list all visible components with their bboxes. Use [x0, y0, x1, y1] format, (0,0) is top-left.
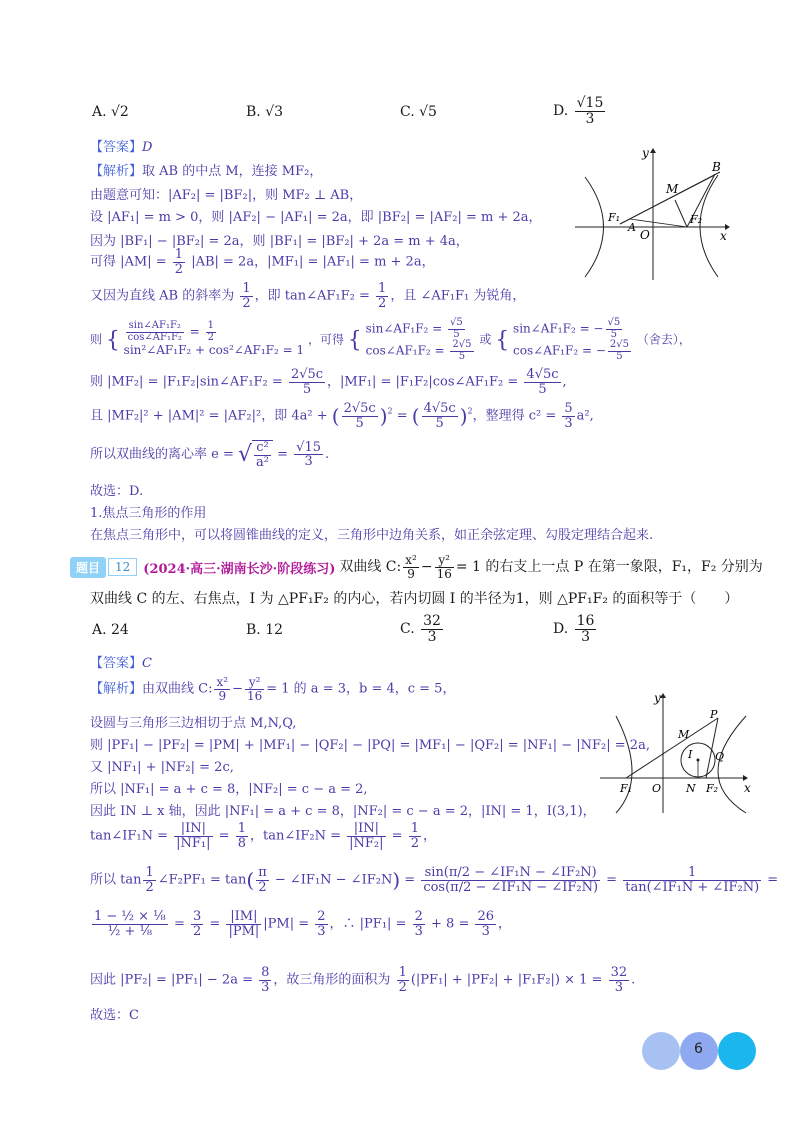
q11-label-x: x [720, 229, 727, 243]
q11-analysis-line-10: 所以双曲线的离心率 e = √ $\frac{\text{c²}}{\text{a²}}$ = $\frac{√15}{3}$ . [90, 439, 330, 470]
q11-analysis-line-11: 故选：D. [90, 484, 144, 499]
q11-analysis-line-2: 由题意可知：|AF₂| = |BF₂|，则 MF₂ ⊥ AB， [90, 188, 363, 203]
page-number: 6 [694, 1041, 703, 1057]
page-circle-1 [642, 1032, 680, 1070]
q11-choice-a: A. √2 [92, 104, 129, 120]
q11-label-m: M [666, 182, 679, 196]
q11-analysis-line-13: 在焦点三角形中，可以将圆锥曲线的定义，三角形中边角关系，如正余弦定理、勾股定理结合起来. [90, 528, 654, 543]
q12-hyperbola-figure [598, 688, 758, 818]
q12-left-branch [616, 716, 632, 813]
q12-label-x: x [744, 781, 751, 795]
q12-label-y: y [654, 691, 661, 705]
q12-analysis-line-10: 因此 |PF₂| = |PF₁| − 2a = $\frac{8}{3}$ ，故三角形的面积为 $\frac{1}{2}$ (|PF₁| + |PF₂| + |F₁F₂|) × 1 = $\frac{32}{3}$ . [90, 965, 636, 995]
q12-analysis-line-1: 【解析】由双曲线 C: $\frac{\text{x²}}{9}$ − $\frac{\text{y²}}{16}$ = 1 的 a = 3，b = 4，c = 5， [90, 675, 456, 703]
q11-analysis-line-1: 【解析】取 AB 的中点 M，连接 MF₂， [90, 164, 323, 179]
q11-analysis-line-7: 则 { $\frac{\text{sin∠AF₁F₂}}{\text{cos∠AF₁F₂}}$ = $\frac{1}{2}$ sin²∠AF₁F₂ + cos²∠AF₁F₂ = 1 ，可得 { sin∠AF₁F₂ = $\frac{√5}{5}$ cos∠AF₁F₂ = $\frac{2√5}{5}$ 或 { sin∠AF₁F₂ = − $\frac{√5}{5}$ cos∠AF₁F₂ = − $\frac{2√5}{5}$ （舍去）， [90, 317, 691, 362]
q12-analysis-line-4: 又 |NF₁| + |NF₂| = 2c, [90, 760, 234, 775]
q11-hyperbola-figure [570, 145, 740, 285]
q12-label-o: O [652, 782, 662, 795]
q12-side-f1-p [626, 718, 718, 778]
q11-label-y: y [642, 146, 649, 160]
q12-label-q: Q [715, 750, 725, 763]
q11-analysis-line-4: 因为 |BF₁| − |BF₂| = 2a，则 |BF₁| = |BF₂| + 2a = m + 4a， [90, 234, 469, 249]
q12-analysis-line-6: 因此 IN ⊥ x 轴，因此 |NF₁| = a + c = 8，|NF₂| = c − a = 2，|IN| = 1，I(3,1)， [90, 804, 596, 819]
q12-label-f2: F₂ [706, 782, 719, 795]
q12-analysis-line-2: 设圆与三角形三边相切于点 M,N,Q, [90, 716, 297, 731]
q11-choice-b: B. √3 [246, 104, 284, 120]
q11-line-a-f2 [630, 219, 687, 227]
q11-analysis-line-9: 且 |MF₂|² + |AM|² = |AF₂|²，即 4a² + ( $\frac{2√5c}{5}$ )$^2$ = ( $\frac{4√5c}{5}$ )$^2$，整理得 c² = $\frac{5}{3}$ a², [90, 401, 594, 431]
q12-header [70, 552, 763, 581]
q11-analysis-line-8: 则 |MF₂| = |F₁F₂|sin∠AF₁F₂ = $\frac{2√5c}{5}$ ，|MF₁| = |F₁F₂|cos∠AF₁F₂ = $\frac{4√5c}{5}$ , [90, 367, 567, 397]
q12-choice-c: C. $\frac{32}{3}$ [400, 613, 441, 645]
q11-analysis-line-12: 1.焦点三角形的作用 [90, 506, 207, 521]
page-circle-3 [718, 1032, 756, 1070]
q12-choice-b: B. 12 [246, 622, 284, 638]
q11-label-b: B [712, 160, 721, 174]
q12-analysis-line-11: 故选：C [90, 1008, 139, 1023]
q11-analysis-line-6: 又因为直线 AB 的斜率为 $\frac{1}{2}$ ，即 tan∠AF₁F₂ = $\frac{1}{2}$ ，且 ∠AF₁F₁ 为锐角， [90, 281, 526, 311]
q12-choice-a: A. 24 [92, 622, 129, 638]
q12-analysis-line-9: $\frac{\text{1 − ½ × ⅛}}{\text{½ + ⅛}}$ = $\frac{3}{2}$ = $\frac{|IM|}{|PM|}$ |PM| = $\frac{2}{3}$ ，∴ |PF₁| = $\frac{2}{3}$ + 8 = $\frac{26}{3}$ ， [94, 909, 512, 939]
q11-choice-d: D. $\frac{√15}{3}$ [553, 95, 604, 127]
q12-label-m: M [678, 728, 690, 741]
q12-stem-line-1: 双曲线 C: $\frac{\text{x²}}{9}$ − $\frac{\text{y²}}{16}$ = 1 的右支上一点 P 在第一象限，F₁，F₂ 分别为 [339, 552, 763, 581]
q12-analysis-line-7: tan∠IF₁N = $\frac{|IN|}{\text{|NF₁|}}$ = $\frac{1}{8}$ ，tan∠IF₂N = $\frac{|IN|}{\text{|NF₂|}}$ = $\frac{1}{2}$ ， [90, 821, 436, 851]
q12-analysis-line-3: 则 |PF₁| − |PF₂| = |PM| + |MF₁| − |QF₂| − |PQ| = |MF₁| − |QF₂| = |NF₁| − |NF₂| = 2a, [90, 738, 650, 753]
q12-stem-line-2: 双曲线 C 的左、右焦点，I 为 △PF₁F₂ 的内心，若内切圆 I 的半径为1，则 △PF₁F₂ 的面积等于（ ） [90, 591, 739, 607]
q11-choice-c: C. √5 [400, 104, 437, 120]
q12-analysis-line-8: 所以 tan $\frac{1}{2}$ ∠F₂PF₁ = tan( $\frac{\pi}{2}$ − ∠IF₁N − ∠IF₂N) = $\frac{\text{sin(π/2 − ∠IF₁N − ∠IF₂N)}}{\text{cos(π/2 − ∠IF₁N − ∠IF₂N)}}$ = $\frac{1}{\text{tan(∠IF₁N + ∠IF₂N)}}$ = [90, 865, 779, 895]
q11-analysis-line-5: 可得 |AM| = $\frac{1}{2}$ |AB| = 2a，|MF₁| = |AF₁| = m + 2a， [90, 247, 435, 277]
q12-source: (2024·高三·湖南长沙·阶段练习) [143, 561, 336, 577]
q12-badge-label: 题目 [70, 557, 106, 578]
q11-line-m-f2 [675, 200, 687, 227]
q11-analysis-line-3: 设 |AF₁| = m > 0，则 |AF₂| − |AF₁| = 2a，即 |BF₂| = |AF₂| = m + 2a， [90, 210, 542, 225]
q11-label-o: O [640, 228, 650, 242]
q12-label-n: N [686, 782, 696, 795]
q11-label-f2: F₂ [690, 213, 703, 226]
q11-label-f1: F₁ [608, 211, 621, 224]
q12-label-p: P [710, 708, 718, 721]
q12-label-f1: F₁ [620, 782, 633, 795]
q12-badge-number: 12 [108, 558, 137, 576]
q12-choice-d: D. $\frac{16}{3}$ [553, 613, 595, 645]
q11-answer: 【答案】D [90, 140, 153, 155]
q12-analysis-line-5: 所以 |NF₁| = a + c = 8，|NF₂| = c − a = 2, [90, 782, 368, 797]
q11-label-a: A [628, 221, 636, 234]
q12-right-branch [718, 716, 746, 813]
q12-label-i: I [688, 748, 693, 761]
q11-right-branch [700, 175, 718, 277]
q12-answer: 【答案】C [90, 656, 152, 671]
